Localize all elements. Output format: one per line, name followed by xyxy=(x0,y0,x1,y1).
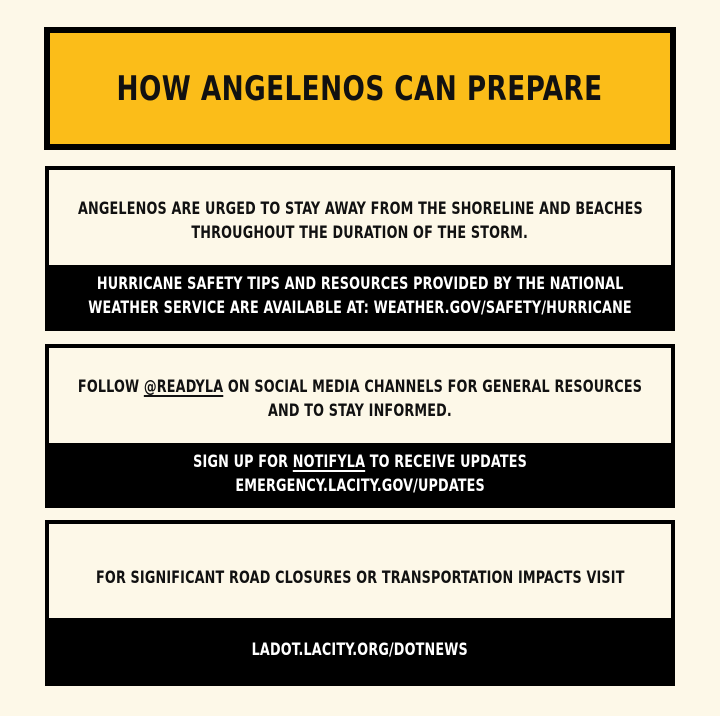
follow-prefix: FOLLOW xyxy=(77,376,144,396)
notifyla-line-1 xyxy=(193,450,527,474)
shoreline-card xyxy=(45,166,675,331)
road-closures-line: FOR SIGNIFICANT ROAD CLOSURES OR TRANSPORTATION IMPACTS VISIT xyxy=(95,568,625,587)
follow-suffix: ON SOCIAL MEDIA CHANNELS FOR GENERAL RESOURCES xyxy=(223,376,643,396)
road-closures-message xyxy=(49,524,671,618)
emergency-url: EMERGENCY.LACITY.GOV/UPDATES xyxy=(235,475,485,495)
page-title: HOW ANGELENOS CAN PREPARE xyxy=(117,68,603,109)
shoreline-line-2: THROUGHOUT THE DURATION OF THE STORM. xyxy=(191,222,529,242)
signup-suffix: TO RECEIVE UPDATES xyxy=(365,451,527,471)
readyla-message xyxy=(49,348,671,443)
title-banner xyxy=(44,27,676,150)
shoreline-line-1: ANGELENOS ARE URGED TO STAY AWAY FROM THE SHORELINE AND BEACHES xyxy=(77,198,643,218)
ladot-band xyxy=(49,618,671,682)
nws-line-2: WEATHER SERVICE ARE AVAILABLE AT: WEATHER.GOV/SAFETY/HURRICANE xyxy=(88,298,632,317)
shoreline-message xyxy=(49,170,671,265)
notifyla-link[interactable]: NOTIFYLA xyxy=(292,451,366,471)
readyla-line-1 xyxy=(78,375,642,399)
road-closures-card xyxy=(45,520,675,686)
notifyla-band xyxy=(49,443,671,504)
readyla-card xyxy=(45,344,675,508)
nws-line-1: HURRICANE SAFETY TIPS AND RESOURCES PROVIDED BY THE NATIONAL xyxy=(96,274,624,293)
nws-resources-band xyxy=(49,265,671,327)
readyla-line-2: AND TO STAY INFORMED. xyxy=(268,400,452,420)
signup-prefix: SIGN UP FOR xyxy=(193,451,293,471)
readyla-handle-link[interactable]: @READYLA xyxy=(143,376,224,396)
ladot-url: LADOT.LACITY.ORG/DOTNEWS xyxy=(251,640,469,659)
